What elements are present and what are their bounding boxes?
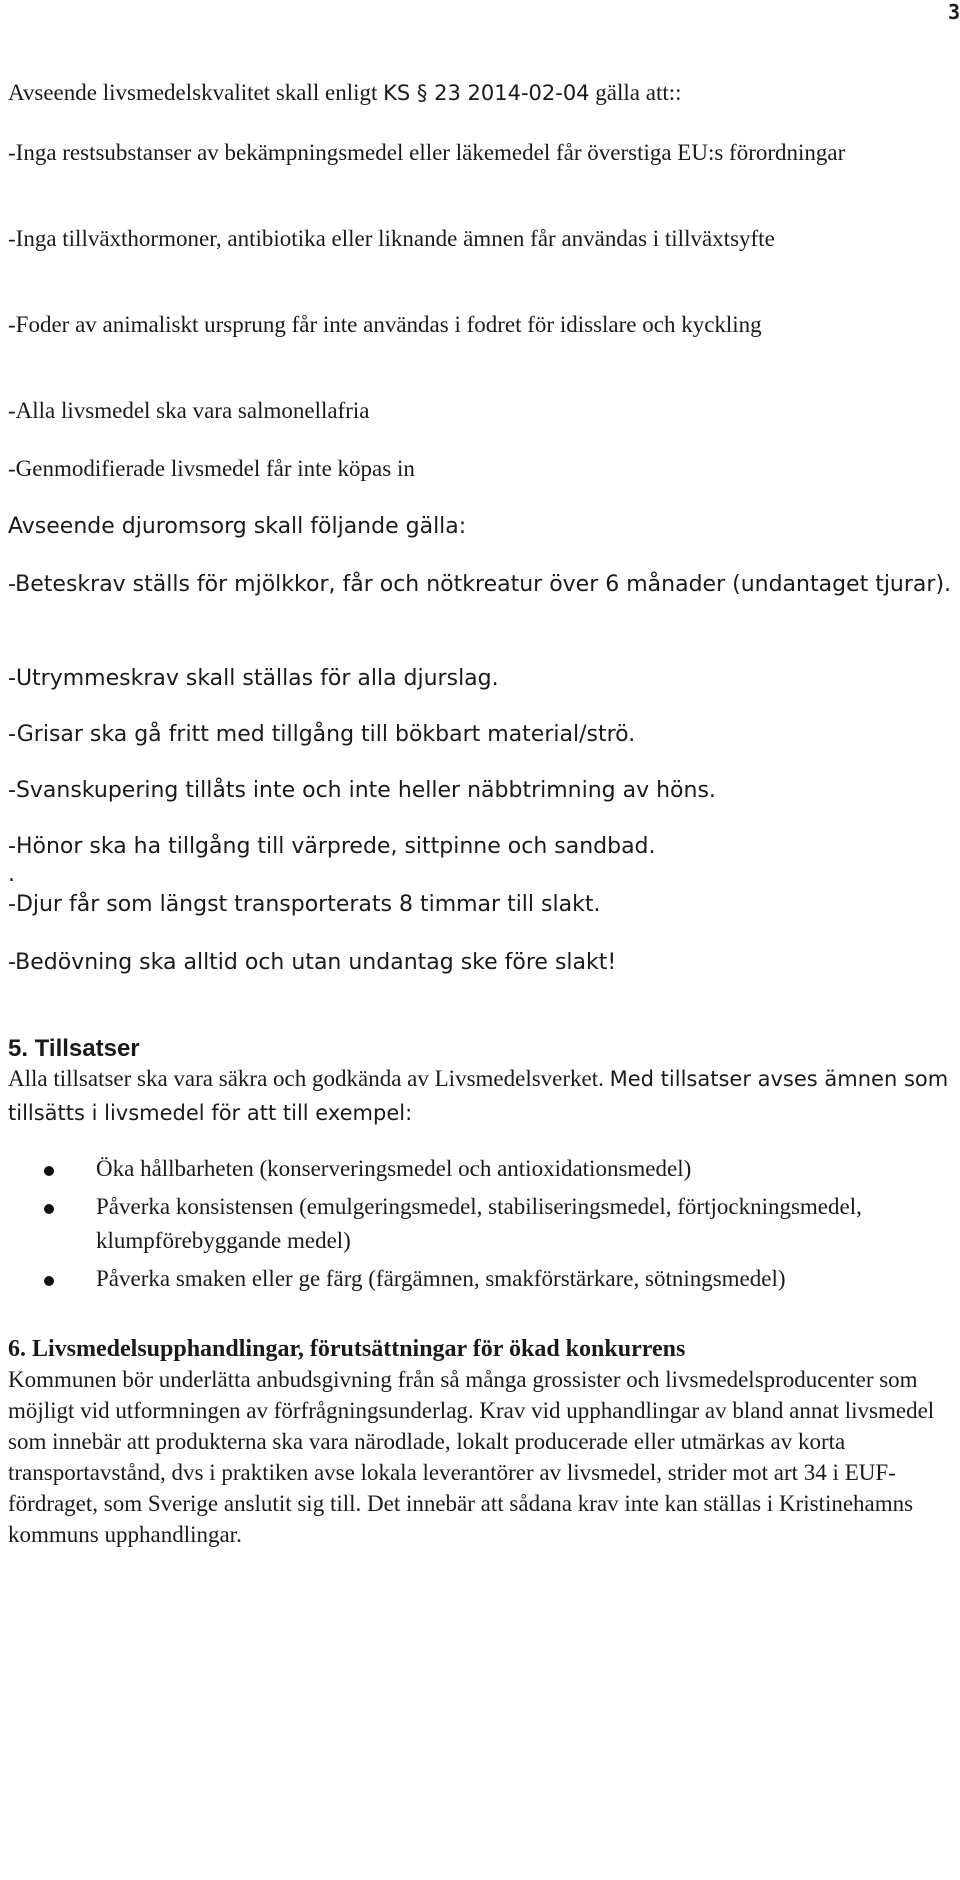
animal-item: -Djur får som längst transporterats 8 timmar till slakt. bbox=[8, 892, 601, 917]
animal-item: -Beteskrav ställs för mjölkkor, får och nötkreatur över 6 månader (undantaget tjurar). bbox=[8, 572, 952, 597]
animal-item: -Svanskupering tillåts inte och inte heller näbbtrimning av höns. bbox=[8, 778, 716, 803]
list-item bbox=[8, 1152, 953, 1186]
quality-item: -Inga restsubstanser av bekämpningsmedel eller läkemedel får överstiga EU:s förordningar bbox=[8, 140, 846, 165]
section-5-heading: 5. Tillsatser bbox=[8, 1035, 140, 1062]
quality-item: -Inga tillväxthormoner, antibiotika eller liknande ämnen får användas i tillväxtsyfte bbox=[8, 226, 775, 251]
section-5-body-part2: Med tillsatser avses ämnen som tillsätts i livsmedel för att till exempel: bbox=[8, 1067, 949, 1125]
section-6-heading: 6. Livsmedelsupphandlingar, förutsättningar för ökad konkurrens bbox=[8, 1336, 686, 1362]
quality-item: -Foder av animaliskt ursprung får inte användas i fodret för idisslare och kyckling bbox=[8, 312, 762, 337]
list-item-text: Öka hållbarheten (konserveringsmedel och antioxidationsmedel) bbox=[96, 1156, 692, 1181]
animal-item: -Utrymmeskrav skall ställas för alla djurslag. bbox=[8, 666, 499, 691]
animal-item: -Hönor ska ha tillgång till värprede, sittpinne och sandbad. bbox=[8, 834, 656, 859]
bullet-icon bbox=[44, 1204, 54, 1214]
quality-intro bbox=[8, 76, 953, 110]
bullet-icon bbox=[44, 1166, 54, 1176]
quality-item: -Alla livsmedel ska vara salmonellafria bbox=[8, 398, 370, 423]
list-item-text: Påverka smaken eller ge färg (färgämnen, smakförstärkare, sötningsmedel) bbox=[96, 1266, 786, 1291]
animal-item: -Bedövning ska alltid och utan undantag ske före slakt! bbox=[8, 950, 617, 975]
quality-intro-end: gälla att:: bbox=[589, 80, 682, 105]
animal-item: . bbox=[8, 862, 15, 887]
page-number: 3 bbox=[947, 0, 960, 24]
ks-reference: KS § 23 2014-02-04 bbox=[383, 81, 590, 105]
animal-welfare-intro: Avseende djuromsorg skall följande gälla: bbox=[8, 514, 467, 539]
section-6-body: Kommunen bör underlätta anbudsgivning från så många grossister och livsmedelsproducenter som möjligt vid utformningen av förfrågningsunderlag. Krav vid upphandlingar av bland annat livsmedel som innebär att produkterna ska vara närodlade, lokalt producerade eller utmärkas av korta transportavstånd, dvs i praktiken avse lokala leverantörer av livsmedel, strider mot art 34 i EUF-fördraget, som Sverige anslutit sig till. Det innebär att sådana krav inte kan ställas i Kristinehamns kommuns upphandlingar. bbox=[8, 1367, 935, 1547]
additive-purpose-list bbox=[8, 1152, 953, 1300]
animal-item: -Grisar ska gå fritt med tillgång till bökbart material/strö. bbox=[8, 722, 636, 747]
list-item-text: Påverka konsistensen (emulgeringsmedel, stabiliseringsmedel, förtjockningsmedel, klumpförebyggande medel) bbox=[96, 1194, 862, 1253]
quality-item: -Genmodifierade livsmedel får inte köpas in bbox=[8, 456, 415, 481]
list-item bbox=[8, 1190, 953, 1258]
section-5-body bbox=[8, 1062, 953, 1130]
bullet-icon bbox=[44, 1276, 54, 1286]
quality-intro-text: Avseende livsmedelskvalitet skall enligt bbox=[8, 80, 384, 105]
section-5-body-part1: Alla tillsatser ska vara säkra och godkända av Livsmedelsverket. bbox=[8, 1066, 610, 1091]
list-item bbox=[8, 1262, 953, 1296]
